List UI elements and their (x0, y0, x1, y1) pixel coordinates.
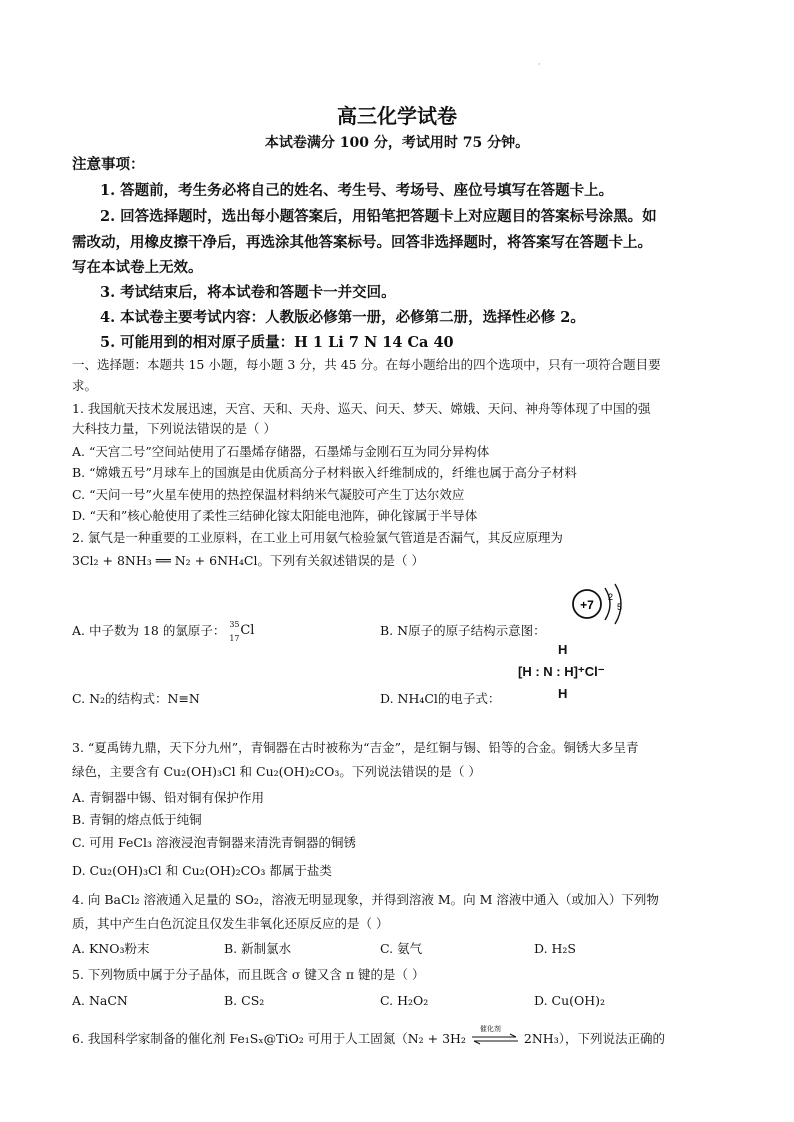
section-header-line-1: 一、选择题：本题共 15 小题，每小题 3 分，共 45 分。在每小题给出的四个选项中，只有一项符合题目要 (72, 357, 661, 372)
h-bottom: H (558, 686, 568, 701)
h-top: H (558, 642, 568, 657)
q4-option-d: D. H₂S (534, 941, 576, 956)
q2-stem-line-1: 2. 氯气是一种重要的工业原料，在工业上可用氨气检验氯气管道是否漏气，其反应原理为 (72, 530, 563, 545)
catalyst-label: 催化剂 (479, 1025, 501, 1033)
q2-isotope-symbol: Cl (240, 623, 255, 638)
q2-option-a-label: A. 中子数为 18 的氯原子： (72, 623, 226, 638)
note-2-line-3: 写在本试卷上无效。 (72, 259, 203, 276)
q4-stem-line-2: 质，其中产生白色沉淀且仅发生非氧化还原反应的是（ ） (72, 916, 389, 931)
q5-option-b: B. CS₂ (224, 993, 265, 1008)
nitrogen-atom-structure-diagram (565, 580, 635, 630)
q5-option-c: C. H₂O₂ (380, 993, 429, 1008)
q2-option-c: C. N₂的结构式：N≡N (72, 691, 200, 706)
q4-option-c: C. 氨气 (380, 941, 423, 956)
reversible-arrow (470, 1025, 520, 1048)
nucleus-charge: +7 (580, 598, 594, 612)
shell-2-count: 5 (617, 602, 623, 612)
q2-option-b: B. N原子的原子结构示意图： (380, 623, 546, 638)
q6-stem-line (72, 1025, 665, 1048)
note-4: 4. 本试卷主要考试内容：人教版必修第一册，必修第二册，选择性必修 2。 (100, 309, 585, 326)
q2-isotope (229, 620, 257, 643)
q1-option-d: D. “天和”核心舱使用了柔性三结砷化镓太阳能电池阵，砷化镓属于半导体 (72, 508, 478, 523)
q3-stem-line-2: 绿色，主要含有 Cu₂(OH)₃Cl 和 Cu₂(OH)₂CO₃。下列说法错误的是（ ） (72, 764, 481, 779)
q3-stem-line-1: 3. “夏禹铸九鼎，天下分九州”，青铜器在古时被称为“吉金”，是红铜与锡、铅等的合金。铜锈大多呈青 (72, 740, 639, 755)
q3-option-d: D. Cu₂(OH)₃Cl 和 Cu₂(OH)₂CO₃ 都属于盐类 (72, 863, 332, 878)
q4-stem-line-1: 4. 向 BaCl₂ 溶液通入足量的 SO₂，溶液无明显现象，并得到溶液 M。向 M 溶液中通入（或加入）下列物 (72, 892, 659, 907)
q2-equation: 3Cl₂ + 8NH₃ ══ N₂ + 6NH₄Cl (72, 553, 258, 568)
q6-stem-part-1: 6. 我国科学家制备的催化剂 Fe₁Sₓ@TiO₂ 可用于人工固氮（N₂ + 3H₂ (72, 1031, 466, 1046)
section-header-line-2: 求。 (72, 378, 98, 393)
page-title: 高三化学试卷 (337, 104, 457, 128)
q2-isotope-mass: 35 (229, 620, 240, 629)
q2-option-a (72, 620, 257, 643)
q5-option-a: A. NaCN (72, 993, 128, 1008)
q5-option-d: D. Cu(OH)₂ (534, 993, 606, 1008)
page-subtitle: 本试卷满分 100 分，考试用时 75 分钟。 (264, 135, 530, 151)
electron-formula-middle: [H : N : H]⁺Cl⁻ (518, 664, 605, 679)
note-3: 3. 考试结束后，将本试卷和答题卡一并交回。 (100, 284, 396, 301)
note-2-line-1: 2. 回答选择题时，选出每小题答案后，用铅笔把答题卡上对应题目的答案标号涂黑。如 (100, 208, 657, 225)
q4-option-a: A. KNO₃粉末 (72, 941, 150, 956)
q4-option-b: B. 新制氯水 (224, 941, 292, 956)
q1-stem-line-1: 1. 我国航天技术发展迅速，天宫、天和、天舟、巡天、问天、梦天、嫦娥、天问、神舟等体现了中国的强 (72, 401, 651, 416)
note-5: 5. 可能用到的相对原子质量：H 1 Li 7 N 14 Ca 40 (100, 334, 454, 351)
q5-stem: 5. 下列物质中属于分子晶体，而且既含 σ 键又含 π 键的是（ ） (72, 967, 425, 982)
q6-stem-part-2: 2NH₃），下列说法正确的 (523, 1031, 665, 1046)
q2-stem-tail: 。下列有关叙述错误的是（ ） (257, 553, 424, 568)
q3-option-c: C. 可用 FeCl₃ 溶液浸泡青铜器来清洗青铜器的铜锈 (72, 835, 356, 850)
q1-stem-line-2: 大科技力量，下列说法错误的是（ ） (72, 421, 276, 436)
q1-option-c: C. “天问一号”火星车使用的热控保温材料纳米气凝胶可产生丁达尔效应 (72, 487, 465, 502)
notes-heading: 注意事项： (72, 156, 145, 173)
note-2-line-2: 需改动，用橡皮擦干净后，再选涂其他答案标号。回答非选择题时，将答案写在答题卡上。 (72, 234, 652, 251)
q2-isotope-number: 17 (229, 634, 240, 643)
note-1: 1. 答题前，考生务必将自己的姓名、考生号、考场号、座位号填写在答题卡上。 (100, 182, 614, 199)
q2-equation-line (72, 552, 424, 570)
q2-option-d: D. NH₄Cl的电子式： (380, 691, 501, 706)
q3-option-a: A. 青铜器中锡、铅对铜有保护作用 (72, 790, 264, 805)
q1-option-a: A. “天宫二号”空间站使用了石墨烯存储器，石墨烯与金刚石互为同分异构体 (72, 444, 490, 459)
q3-option-b: B. 青铜的熔点低于纯铜 (72, 812, 202, 827)
q1-option-b: B. “嫦娥五号”月球车上的国旗是由优质高分子材料嵌入纤维制成的，纤维也属于高分子材料 (72, 465, 577, 480)
equilibrium-arrows-icon (472, 1033, 518, 1045)
header-mark: · (538, 60, 541, 69)
shell-1-count: 2 (608, 592, 614, 602)
